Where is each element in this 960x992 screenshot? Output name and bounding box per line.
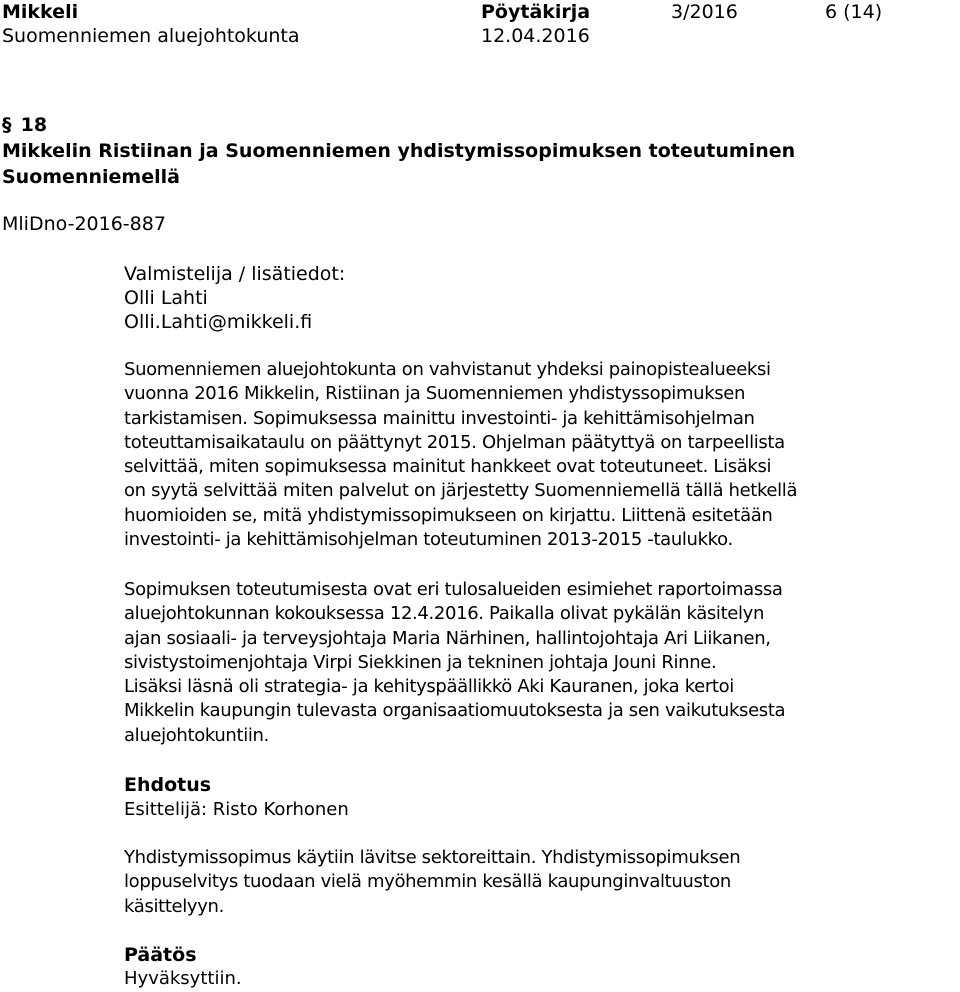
preparer-name: Olli Lahti (124, 287, 208, 309)
text-line: loppuselvitys tuodaan vielä myöhemmin kesällä kaupunginvaltuuston (124, 871, 731, 893)
text-line: huomioiden se, mitä yhdistymissopimukseen on kirjattu. Liittenä esitetään (124, 504, 773, 526)
paragraph-report (124, 578, 785, 748)
diary-number: MliDno-2016-887 (2, 213, 166, 235)
text-line: sivistystoimenjohtaja Virpi Siekkinen ja tekninen johtaja Jouni Rinne. (124, 651, 717, 673)
page-number: 6 (14) (825, 1, 883, 23)
committee-name: Suomenniemen aluejohtokunta (2, 25, 300, 47)
meeting-date: 12.04.2016 (481, 25, 590, 47)
text-line: vuonna 2016 Mikkelin, Ristiinan ja Suomenniemen yhdistyssopimuksen (124, 383, 746, 405)
paragraph-background (124, 358, 797, 552)
preparer-info (124, 262, 345, 334)
preparer-email: Olli.Lahti@mikkeli.fi (124, 311, 313, 333)
text-line: ajan sosiaali- ja terveysjohtaja Maria Närhinen, hallintojohtaja Ari Liikanen, (124, 627, 771, 649)
text-line: Suomenniemen aluejohtokunta on vahvistanut yhdeksi painopistealueeksi (124, 359, 771, 380)
section-title-line: Suomenniemellä (2, 166, 180, 188)
text-line: käsittelyyn. (124, 895, 224, 917)
section-title-line: Mikkelin Ristiinan ja Suomenniemen yhdistymissopimuksen toteutuminen (2, 140, 796, 162)
text-line: Sopimuksen toteutumisesta ovat eri tulosalueiden esimiehet raportoimassa (124, 579, 783, 600)
text-line: aluejohtokuntiin. (124, 724, 269, 746)
presenter: Esittelijä: Risto Korhonen (124, 799, 349, 820)
text-line: investointi- ja kehittämisohjelman toteutuminen 2013-2015 -taulukko. (124, 529, 733, 551)
text-line: Yhdistymissopimus käytiin lävitse sektoreittain. Yhdistymissopimuksen (124, 847, 741, 868)
document-number: 3/2016 (671, 1, 738, 23)
text-line: toteuttamisaikataulu on päättynyt 2015. Ohjelman päätyttyä on tarpeellista (124, 431, 785, 453)
decision-heading: Päätös (124, 944, 197, 966)
org-name: Mikkeli (2, 1, 79, 23)
text-line: Lisäksi läsnä oli strategia- ja kehityspäällikkö Aki Kauranen, joka kertoi (124, 676, 734, 698)
text-line: Mikkelin kaupungin tulevasta organisaatiomuutoksesta ja sen vaikutuksesta (124, 700, 786, 722)
section-title (2, 138, 795, 190)
text-line: tarkistamisen. Sopimuksessa mainittu investointi- ja kehittämisohjelman (124, 407, 755, 429)
preparer-label: Valmistelija / lisätiedot: (124, 263, 346, 285)
document-type: Pöytäkirja (481, 1, 591, 23)
decision-text: Hyväksyttiin. (124, 968, 242, 989)
proposal-text (124, 846, 740, 919)
text-line: selvittää, miten sopimuksessa mainitut hankkeet ovat toteutuneet. Lisäksi (124, 456, 772, 478)
section-number (2, 113, 47, 137)
section-sign: § (2, 114, 12, 136)
text-line: aluejohtokunnan kokouksessa 12.4.2016. Paikalla olivat pykälän käsitelyn (124, 603, 765, 625)
proposal-heading: Ehdotus (124, 774, 212, 796)
section-number-value: 18 (20, 114, 48, 136)
text-line: on syytä selvittää miten palvelut on järjestetty Suomenniemellä tällä hetkellä (124, 480, 798, 502)
